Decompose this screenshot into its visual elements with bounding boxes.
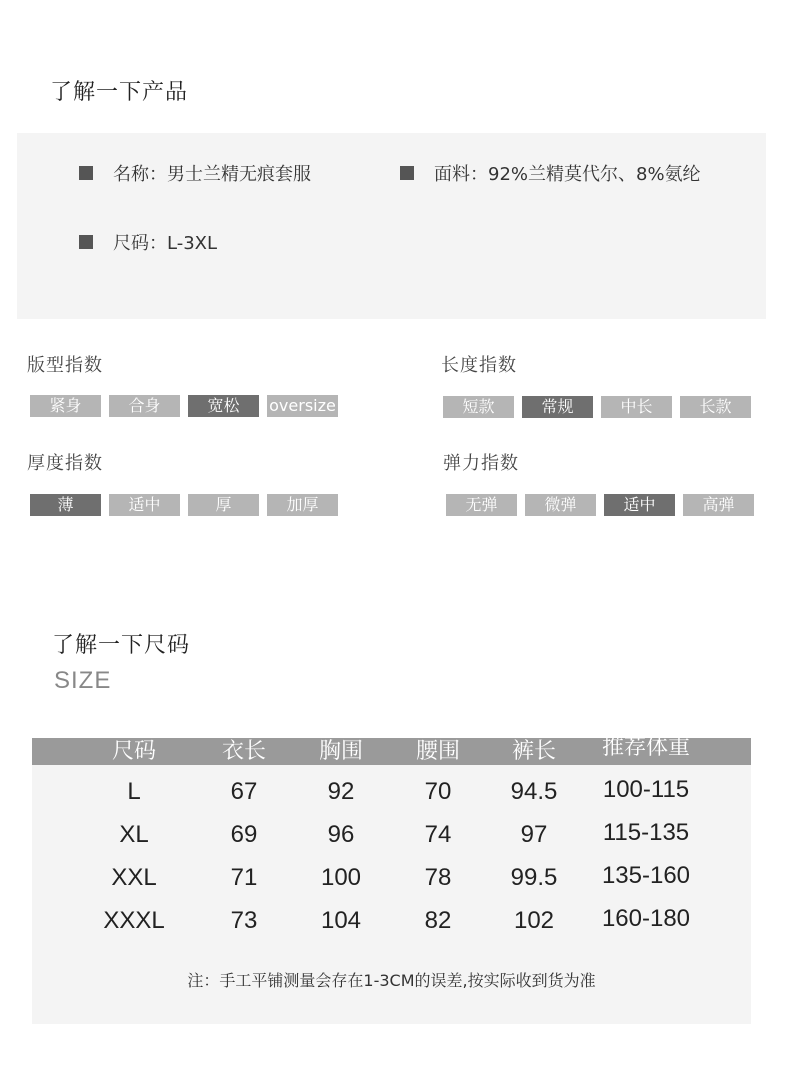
cell-length: 69 bbox=[230, 821, 258, 848]
cell-pants-length: 102 bbox=[513, 907, 555, 934]
thickness-chip: 厚 bbox=[188, 494, 259, 516]
info-size-text: 尺码：L-3XL bbox=[113, 233, 218, 254]
info-name-item bbox=[79, 160, 311, 186]
cell-length: 67 bbox=[230, 778, 258, 805]
thickness-chip: 薄 bbox=[30, 494, 101, 516]
size-section-title: 了解一下尺码 bbox=[52, 633, 191, 658]
bullet-square-icon bbox=[79, 235, 93, 249]
fit-chip: 宽松 bbox=[188, 395, 259, 417]
info-fabric-item bbox=[400, 160, 701, 186]
cell-pants-length: 97 bbox=[520, 821, 548, 848]
cell-weight: 115-135 bbox=[602, 819, 690, 846]
cell-pants-length: 94.5 bbox=[510, 778, 558, 805]
measurement-note: 注：手工平铺测量会存在1-3CM的误差,按实际收到货为准 bbox=[187, 971, 596, 990]
product-section-title: 了解一下产品 bbox=[50, 80, 189, 105]
thickness-chip: 适中 bbox=[109, 494, 180, 516]
length-index-chips bbox=[443, 396, 751, 418]
cell-length: 71 bbox=[230, 864, 258, 891]
cell-waist: 70 bbox=[424, 778, 452, 805]
info-fabric-text: 面料：92%兰精莫代尔、8%氨纶 bbox=[434, 164, 701, 185]
info-size-item bbox=[79, 229, 217, 255]
header-length: 衣长 bbox=[221, 739, 266, 764]
cell-size: XL bbox=[119, 821, 149, 848]
elasticity-index-title: 弹力指数 bbox=[443, 453, 519, 474]
fit-index-chips bbox=[30, 395, 338, 417]
header-chest: 胸围 bbox=[318, 739, 363, 764]
length-chip: 中长 bbox=[601, 396, 672, 418]
header-weight: 推荐体重 bbox=[601, 735, 690, 760]
table-row bbox=[32, 907, 751, 950]
bullet-square-icon bbox=[400, 166, 414, 180]
cell-weight: 135-160 bbox=[601, 862, 691, 889]
length-chip: 常规 bbox=[522, 396, 593, 418]
header-waist: 腰围 bbox=[415, 739, 460, 764]
thickness-index-title: 厚度指数 bbox=[27, 453, 103, 474]
cell-length: 73 bbox=[230, 907, 258, 934]
cell-chest: 100 bbox=[320, 864, 362, 891]
cell-size: XXL bbox=[111, 864, 157, 891]
cell-chest: 92 bbox=[327, 778, 355, 805]
size-table-header bbox=[32, 735, 751, 765]
elasticity-chip: 适中 bbox=[604, 494, 675, 516]
cell-size: XXXL bbox=[103, 907, 165, 934]
table-row bbox=[32, 778, 751, 821]
fit-index-title: 版型指数 bbox=[27, 355, 103, 376]
thickness-index-chips bbox=[30, 494, 338, 516]
product-info-panel bbox=[17, 133, 766, 319]
fit-chip: 合身 bbox=[109, 395, 180, 417]
table-row bbox=[32, 821, 751, 864]
elasticity-chip: 微弹 bbox=[525, 494, 596, 516]
bullet-square-icon bbox=[79, 166, 93, 180]
cell-size: L bbox=[127, 778, 141, 805]
cell-weight: 160-180 bbox=[601, 905, 691, 932]
cell-chest: 96 bbox=[327, 821, 355, 848]
elasticity-index-chips bbox=[446, 494, 754, 516]
cell-waist: 78 bbox=[424, 864, 452, 891]
header-pants-length: 裤长 bbox=[511, 739, 556, 764]
header-size: 尺码 bbox=[111, 739, 156, 764]
info-name-text: 名称：男士兰精无痕套服 bbox=[113, 164, 311, 185]
cell-weight: 100-115 bbox=[602, 776, 690, 803]
elasticity-chip: 无弹 bbox=[446, 494, 517, 516]
elasticity-chip: 高弹 bbox=[683, 494, 754, 516]
thickness-chip: 加厚 bbox=[267, 494, 338, 516]
fit-chip: 紧身 bbox=[30, 395, 101, 417]
cell-pants-length: 99.5 bbox=[510, 864, 558, 891]
cell-chest: 104 bbox=[320, 907, 362, 934]
length-index-title: 长度指数 bbox=[441, 355, 517, 376]
fit-chip: oversize bbox=[267, 395, 338, 417]
cell-waist: 74 bbox=[424, 821, 452, 848]
table-row bbox=[32, 864, 751, 907]
size-section-subtitle: SIZE bbox=[54, 667, 112, 694]
size-table bbox=[32, 735, 751, 1024]
length-chip: 短款 bbox=[443, 396, 514, 418]
cell-waist: 82 bbox=[424, 907, 452, 934]
length-chip: 长款 bbox=[680, 396, 751, 418]
